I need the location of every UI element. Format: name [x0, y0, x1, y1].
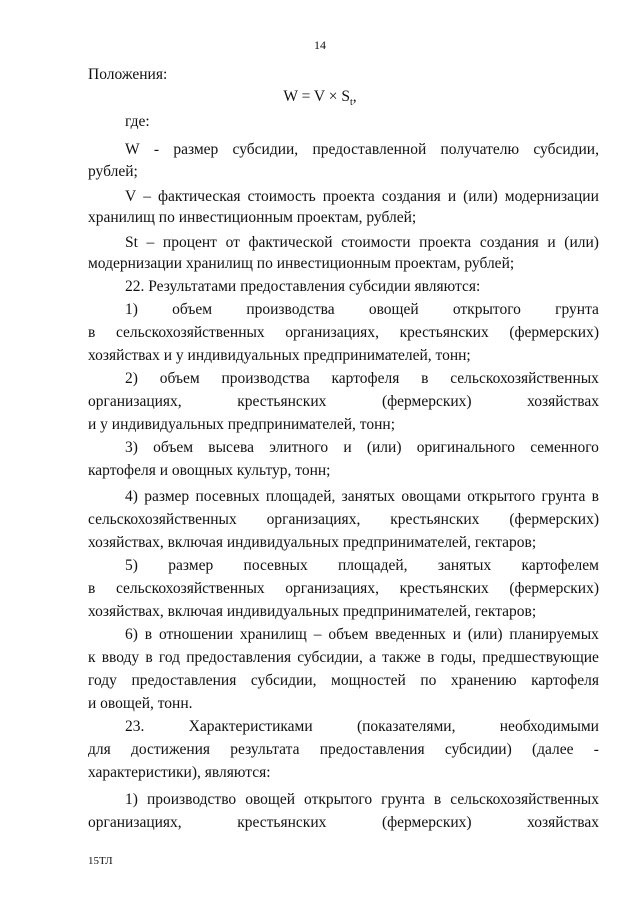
text-line: 3) объем высева элитного и (или) оригинального семенного	[125, 439, 599, 456]
text-line: 5) размер посевных площадей, занятых картофелем	[125, 557, 599, 574]
text-line: V – фактическая стоимость проекта создания и (или) модернизации	[125, 188, 599, 205]
formula: $W = V \times S_t$,	[283, 88, 357, 109]
text-line: к вводу в год предоставления субсидии, а также в годы, предшествующие	[88, 649, 599, 666]
text-line: St – процент от фактической стоимости проекта создания и (или)	[125, 234, 599, 251]
text-line: году предоставления субсидии, мощностей по хранению картофеля	[88, 672, 599, 689]
text-line: 23. Характеристиками (показателями, необходимыми	[125, 718, 599, 735]
text-line: сельскохозяйственных организациях, крестьянских (фермерских)	[88, 511, 599, 528]
heading-text: Положения:	[88, 66, 168, 83]
text-line: 4) размер посевных площадей, занятых овощами открытого грунта в	[125, 488, 599, 505]
text-line: модернизации хранилищ по инвестиционным проектам, рублей;	[88, 255, 515, 272]
text-line: и у индивидуальных предпринимателей, тонн;	[88, 416, 396, 433]
text-line: 1) производство овощей открытого грунта в сельскохозяйственных	[125, 791, 599, 808]
text-line: 1) объем производства овощей открытого грунта	[125, 301, 599, 318]
text-line: для достижения результата предоставления субсидии) (далее -	[88, 741, 599, 758]
text-line: характеристики), являются:	[88, 764, 271, 781]
text-line: рублей;	[88, 163, 138, 180]
text-line: и овощей, тонн.	[88, 695, 193, 712]
page-number: 14	[314, 38, 326, 52]
text-line: хозяйствах, включая индивидуальных предпринимателей, гектаров;	[88, 603, 537, 620]
text-line: хозяйствах, включая индивидуальных предпринимателей, гектаров;	[88, 534, 537, 551]
text-line: в сельскохозяйственных организациях, крестьянских (фермерских)	[88, 580, 599, 597]
text-line: 2) объем производства картофеля в сельскохозяйственных	[125, 370, 599, 387]
text-line: картофеля и овощных культур, тонн;	[88, 462, 331, 479]
text-line: организациях, крестьянских (фермерских) хозяйствах	[88, 814, 599, 831]
text-line: хозяйствах и у индивидуальных предпринимателей, тонн;	[88, 347, 471, 364]
text-line: хранилищ по инвестиционным проектам, рублей;	[88, 209, 417, 226]
text-line: в сельскохозяйственных организациях, крестьянских (фермерских)	[88, 324, 599, 341]
text-line: где:	[125, 113, 150, 130]
footer-code: 15ТЛ	[88, 855, 113, 867]
text-line: организациях, крестьянских (фермерских) хозяйствах	[88, 393, 599, 410]
text-line: W - размер субсидии, предоставленной получателю субсидии,	[125, 141, 599, 158]
text-line: 22. Результатами предоставления субсидии являются:	[125, 278, 481, 295]
text-line: 6) в отношении хранилищ – объем введенных и (или) планируемых	[125, 626, 599, 643]
